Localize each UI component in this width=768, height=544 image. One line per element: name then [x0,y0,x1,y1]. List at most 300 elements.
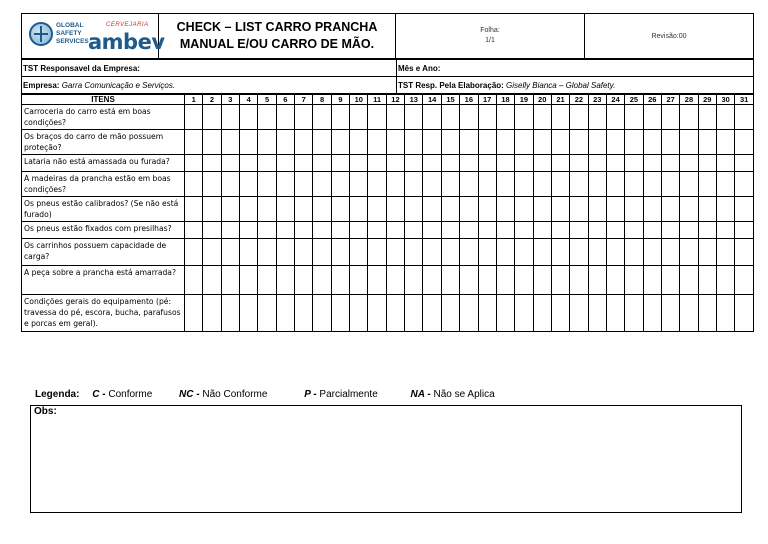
day-check-cell[interactable] [515,172,533,197]
day-check-cell[interactable] [423,155,441,172]
day-check-cell[interactable] [368,105,386,130]
day-check-cell[interactable] [405,105,423,130]
day-check-cell[interactable] [588,130,606,155]
day-check-cell[interactable] [680,130,698,155]
day-check-cell[interactable] [478,172,496,197]
day-check-cell[interactable] [680,295,698,332]
day-check-cell[interactable] [386,239,404,266]
day-check-cell[interactable] [423,266,441,295]
day-check-cell[interactable] [441,172,459,197]
day-check-cell[interactable] [203,239,221,266]
day-check-cell[interactable] [643,239,661,266]
day-check-cell[interactable] [698,266,716,295]
day-check-cell[interactable] [533,155,551,172]
day-check-cell[interactable] [643,105,661,130]
day-check-cell[interactable] [625,105,643,130]
title-line-2: MANUAL E/OU CARRO DE MÃO. [179,37,375,51]
day-check-cell[interactable] [570,197,588,222]
day-check-cell[interactable] [643,266,661,295]
day-check-cell[interactable] [625,295,643,332]
day-check-cell[interactable] [698,105,716,130]
day-check-cell[interactable] [331,130,349,155]
day-check-cell[interactable] [496,295,514,332]
day-check-cell[interactable] [350,172,368,197]
day-check-cell[interactable] [515,295,533,332]
day-header: 3 [221,95,239,105]
legend-code-p: P - [304,389,317,400]
day-check-cell[interactable] [313,155,331,172]
day-check-cell[interactable] [313,239,331,266]
day-check-cell[interactable] [460,266,478,295]
day-check-cell[interactable] [368,239,386,266]
day-check-cell[interactable] [258,197,276,222]
day-header: 20 [533,95,551,105]
day-check-cell[interactable] [423,222,441,239]
day-check-cell[interactable] [478,105,496,130]
day-check-cell[interactable] [240,155,258,172]
day-check-cell[interactable] [386,197,404,222]
day-check-cell[interactable] [313,197,331,222]
day-check-cell[interactable] [313,295,331,332]
day-check-cell[interactable] [478,130,496,155]
day-check-cell[interactable] [313,105,331,130]
day-check-cell[interactable] [661,239,679,266]
day-check-cell[interactable] [533,197,551,222]
checklist-item-label: Os pneus estão calibrados? (Se não está furado) [22,197,185,222]
day-check-cell[interactable] [643,197,661,222]
day-check-cell[interactable] [258,130,276,155]
day-check-cell[interactable] [515,197,533,222]
day-check-cell[interactable] [680,197,698,222]
day-check-cell[interactable] [625,266,643,295]
day-check-cell[interactable] [680,266,698,295]
day-check-cell[interactable] [533,130,551,155]
day-check-cell[interactable] [240,222,258,239]
day-check-cell[interactable] [313,172,331,197]
day-check-cell[interactable] [386,172,404,197]
day-check-cell[interactable] [551,130,569,155]
day-check-cell[interactable] [680,222,698,239]
day-check-cell[interactable] [386,130,404,155]
day-check-cell[interactable] [661,105,679,130]
day-check-cell[interactable] [185,172,203,197]
day-check-cell[interactable] [515,266,533,295]
day-check-cell[interactable] [533,239,551,266]
day-check-cell[interactable] [661,155,679,172]
day-check-cell[interactable] [551,222,569,239]
day-check-cell[interactable] [368,155,386,172]
day-check-cell[interactable] [478,239,496,266]
day-check-cell[interactable] [588,172,606,197]
day-check-cell[interactable] [533,295,551,332]
day-check-cell[interactable] [441,105,459,130]
day-check-cell[interactable] [185,266,203,295]
day-check-cell[interactable] [295,130,313,155]
day-check-cell[interactable] [570,222,588,239]
day-check-cell[interactable] [606,295,624,332]
day-check-cell[interactable] [716,130,734,155]
day-check-cell[interactable] [496,239,514,266]
day-check-cell[interactable] [606,266,624,295]
day-check-cell[interactable] [258,155,276,172]
day-check-cell[interactable] [386,266,404,295]
day-check-cell[interactable] [221,155,239,172]
day-check-cell[interactable] [716,266,734,295]
day-check-cell[interactable] [295,172,313,197]
day-check-cell[interactable] [515,239,533,266]
day-check-cell[interactable] [350,130,368,155]
day-check-cell[interactable] [735,105,754,130]
day-check-cell[interactable] [240,239,258,266]
day-check-cell[interactable] [441,197,459,222]
day-check-cell[interactable] [533,222,551,239]
day-check-cell[interactable] [185,295,203,332]
day-check-cell[interactable] [350,295,368,332]
day-check-cell[interactable] [643,295,661,332]
day-check-cell[interactable] [496,155,514,172]
day-check-cell[interactable] [203,105,221,130]
day-check-cell[interactable] [368,266,386,295]
day-check-cell[interactable] [460,295,478,332]
day-check-cell[interactable] [625,222,643,239]
day-check-cell[interactable] [405,239,423,266]
day-check-cell[interactable] [716,295,734,332]
day-check-cell[interactable] [515,105,533,130]
day-check-cell[interactable] [625,172,643,197]
day-check-cell[interactable] [423,239,441,266]
day-check-cell[interactable] [368,295,386,332]
day-check-cell[interactable] [423,172,441,197]
day-check-cell[interactable] [680,105,698,130]
day-check-cell[interactable] [496,130,514,155]
day-check-cell[interactable] [276,130,294,155]
tst-resp-label: TST Resp. Pela Elaboração: [398,80,504,90]
day-check-cell[interactable] [441,266,459,295]
day-check-cell[interactable] [551,239,569,266]
day-check-cell[interactable] [478,222,496,239]
day-check-cell[interactable] [221,197,239,222]
day-check-cell[interactable] [478,295,496,332]
day-check-cell[interactable] [221,130,239,155]
day-check-cell[interactable] [258,266,276,295]
day-check-cell[interactable] [551,172,569,197]
day-check-cell[interactable] [386,222,404,239]
day-check-cell[interactable] [460,239,478,266]
day-check-cell[interactable] [240,197,258,222]
day-check-cell[interactable] [533,266,551,295]
tst-empresa-field[interactable] [22,60,397,77]
day-check-cell[interactable] [735,197,754,222]
day-check-cell[interactable] [661,197,679,222]
day-check-cell[interactable] [405,172,423,197]
day-check-cell[interactable] [405,130,423,155]
day-check-cell[interactable] [735,295,754,332]
day-check-cell[interactable] [735,239,754,266]
day-check-cell[interactable] [331,295,349,332]
day-check-cell[interactable] [588,266,606,295]
day-check-cell[interactable] [423,295,441,332]
day-check-cell[interactable] [203,295,221,332]
day-check-cell[interactable] [185,197,203,222]
legend-title: Legenda: [35,389,80,400]
day-check-cell[interactable] [295,222,313,239]
day-check-cell[interactable] [258,105,276,130]
day-check-cell[interactable] [295,155,313,172]
day-check-cell[interactable] [276,239,294,266]
day-check-cell[interactable] [661,266,679,295]
day-check-cell[interactable] [680,239,698,266]
day-check-cell[interactable] [643,222,661,239]
day-check-cell[interactable] [698,155,716,172]
day-check-cell[interactable] [606,172,624,197]
day-check-cell[interactable] [331,266,349,295]
day-check-cell[interactable] [570,155,588,172]
day-check-cell[interactable] [295,197,313,222]
day-check-cell[interactable] [441,130,459,155]
day-check-cell[interactable] [606,197,624,222]
day-check-cell[interactable] [735,266,754,295]
day-check-cell[interactable] [240,295,258,332]
day-check-cell[interactable] [570,239,588,266]
day-check-cell[interactable] [460,222,478,239]
day-check-cell[interactable] [331,197,349,222]
day-check-cell[interactable] [496,197,514,222]
day-check-cell[interactable] [606,239,624,266]
day-check-cell[interactable] [643,155,661,172]
day-check-cell[interactable] [405,266,423,295]
day-check-cell[interactable] [716,172,734,197]
day-check-cell[interactable] [460,172,478,197]
day-check-cell[interactable] [331,222,349,239]
day-check-cell[interactable] [570,130,588,155]
day-check-cell[interactable] [588,295,606,332]
checklist-item-label: Carroceria do carro está em boas condições? [22,105,185,130]
day-check-cell[interactable] [368,197,386,222]
day-check-cell[interactable] [405,155,423,172]
day-check-cell[interactable] [551,105,569,130]
day-check-cell[interactable] [423,197,441,222]
day-check-cell[interactable] [588,155,606,172]
day-check-cell[interactable] [441,295,459,332]
day-check-cell[interactable] [698,295,716,332]
day-check-cell[interactable] [496,266,514,295]
day-check-cell[interactable] [185,239,203,266]
day-check-cell[interactable] [405,222,423,239]
day-check-cell[interactable] [570,295,588,332]
day-check-cell[interactable] [735,222,754,239]
day-check-cell[interactable] [625,197,643,222]
day-header: 12 [386,95,404,105]
day-check-cell[interactable] [368,172,386,197]
day-check-cell[interactable] [185,155,203,172]
day-check-cell[interactable] [606,155,624,172]
day-check-cell[interactable] [221,172,239,197]
day-check-cell[interactable] [258,295,276,332]
day-check-cell[interactable] [588,197,606,222]
day-check-cell[interactable] [221,239,239,266]
day-check-cell[interactable] [735,172,754,197]
day-check-cell[interactable] [423,130,441,155]
day-check-cell[interactable] [203,155,221,172]
day-check-cell[interactable] [295,295,313,332]
day-check-cell[interactable] [698,172,716,197]
day-check-cell[interactable] [460,197,478,222]
day-check-cell[interactable] [350,239,368,266]
day-check-cell[interactable] [606,222,624,239]
day-check-cell[interactable] [698,239,716,266]
mes-ano-field[interactable] [397,60,754,77]
day-check-cell[interactable] [185,105,203,130]
globe-logo-icon [29,22,53,46]
day-check-cell[interactable] [295,105,313,130]
day-check-cell[interactable] [698,222,716,239]
day-check-cell[interactable] [386,105,404,130]
day-check-cell[interactable] [716,197,734,222]
tst-resp-field [397,77,754,94]
day-check-cell[interactable] [625,239,643,266]
day-check-cell[interactable] [331,155,349,172]
day-check-cell[interactable] [258,239,276,266]
day-check-cell[interactable] [661,222,679,239]
obs-box[interactable] [30,405,742,513]
day-check-cell[interactable] [570,266,588,295]
day-check-cell[interactable] [716,105,734,130]
day-check-cell[interactable] [716,155,734,172]
day-check-cell[interactable] [276,155,294,172]
day-check-cell[interactable] [295,239,313,266]
day-check-cell[interactable] [441,222,459,239]
legend-entry-nc [179,389,267,400]
cervejaria-text: CERVEJARIA [106,22,149,28]
day-check-cell[interactable] [221,222,239,239]
day-check-cell[interactable] [203,130,221,155]
day-check-cell[interactable] [735,155,754,172]
day-check-cell[interactable] [240,266,258,295]
day-check-cell[interactable] [350,105,368,130]
day-check-cell[interactable] [441,239,459,266]
day-check-cell[interactable] [588,222,606,239]
day-check-cell[interactable] [570,105,588,130]
day-check-cell[interactable] [496,222,514,239]
day-check-cell[interactable] [240,172,258,197]
day-check-cell[interactable] [386,295,404,332]
day-check-cell[interactable] [313,266,331,295]
day-check-cell[interactable] [258,172,276,197]
day-check-cell[interactable] [606,105,624,130]
day-check-cell[interactable] [606,130,624,155]
day-check-cell[interactable] [423,105,441,130]
day-check-cell[interactable] [276,105,294,130]
day-check-cell[interactable] [478,197,496,222]
day-check-cell[interactable] [221,105,239,130]
day-check-cell[interactable] [203,197,221,222]
day-check-cell[interactable] [276,172,294,197]
day-check-cell[interactable] [533,105,551,130]
day-check-cell[interactable] [368,222,386,239]
checklist-item-label: A peça sobre a prancha está amarrada? [22,266,185,295]
day-check-cell[interactable] [515,222,533,239]
day-check-cell[interactable] [625,155,643,172]
day-check-cell[interactable] [276,295,294,332]
day-check-cell[interactable] [313,130,331,155]
day-check-cell[interactable] [203,172,221,197]
day-check-cell[interactable] [515,130,533,155]
day-check-cell[interactable] [405,295,423,332]
day-check-cell[interactable] [331,172,349,197]
day-check-cell[interactable] [716,222,734,239]
day-check-cell[interactable] [258,222,276,239]
day-check-cell[interactable] [551,197,569,222]
day-check-cell[interactable] [698,197,716,222]
day-check-cell[interactable] [221,266,239,295]
day-check-cell[interactable] [460,155,478,172]
day-check-cell[interactable] [661,295,679,332]
day-check-cell[interactable] [496,172,514,197]
day-check-cell[interactable] [331,105,349,130]
day-check-cell[interactable] [350,222,368,239]
day-check-cell[interactable] [185,130,203,155]
day-check-cell[interactable] [350,266,368,295]
day-check-cell[interactable] [276,222,294,239]
day-check-cell[interactable] [441,155,459,172]
day-check-cell[interactable] [405,197,423,222]
day-check-cell[interactable] [313,222,331,239]
day-check-cell[interactable] [551,155,569,172]
day-check-cell[interactable] [203,266,221,295]
day-check-cell[interactable] [350,197,368,222]
day-check-cell[interactable] [240,105,258,130]
day-check-cell[interactable] [661,172,679,197]
day-check-cell[interactable] [203,222,221,239]
day-check-cell[interactable] [680,172,698,197]
day-check-cell[interactable] [716,239,734,266]
day-check-cell[interactable] [478,266,496,295]
day-check-cell[interactable] [185,222,203,239]
day-check-cell[interactable] [386,155,404,172]
day-header: 6 [276,95,294,105]
day-check-cell[interactable] [735,130,754,155]
day-check-cell[interactable] [331,239,349,266]
day-check-cell[interactable] [551,266,569,295]
day-check-cell[interactable] [661,130,679,155]
day-check-cell[interactable] [496,105,514,130]
day-check-cell[interactable] [643,130,661,155]
day-check-cell[interactable] [588,239,606,266]
day-check-cell[interactable] [698,130,716,155]
day-check-cell[interactable] [588,105,606,130]
day-check-cell[interactable] [350,155,368,172]
day-check-cell[interactable] [276,197,294,222]
day-check-cell[interactable] [368,130,386,155]
day-check-cell[interactable] [551,295,569,332]
day-check-cell[interactable] [240,130,258,155]
day-check-cell[interactable] [643,172,661,197]
day-check-cell[interactable] [276,266,294,295]
day-check-cell[interactable] [680,155,698,172]
day-check-cell[interactable] [460,105,478,130]
day-check-cell[interactable] [570,172,588,197]
day-header: 23 [588,95,606,105]
day-check-cell[interactable] [515,155,533,172]
day-check-cell[interactable] [478,155,496,172]
day-check-cell[interactable] [460,130,478,155]
day-check-cell[interactable] [221,295,239,332]
day-check-cell[interactable] [533,172,551,197]
day-header: 15 [441,95,459,105]
gss-logo-text [56,22,89,46]
day-check-cell[interactable] [625,130,643,155]
day-check-cell[interactable] [295,266,313,295]
